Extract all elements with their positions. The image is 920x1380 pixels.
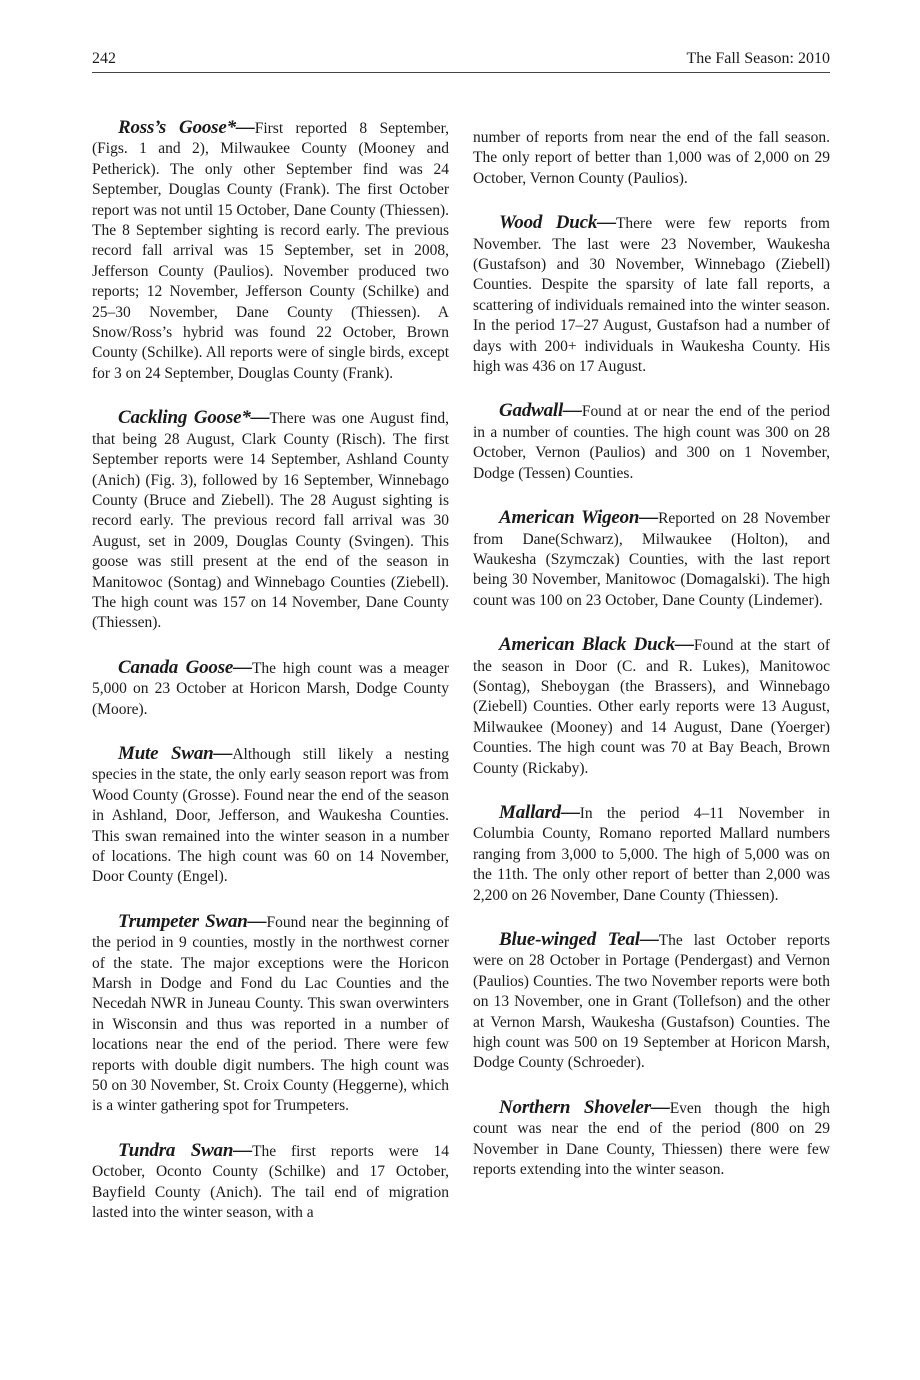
tundra-swan-continuation: number of reports from near the end of the fall season. The only report of better than 1,000 was of 2,000 on 29 October, Vernon County (Paulios). — [473, 129, 830, 187]
species-account-american-black-duck — [473, 635, 830, 779]
species-name: Mute Swan— — [118, 742, 233, 764]
running-title: The Fall Season: 2010 — [686, 50, 830, 67]
species-name: Canada Goose— — [118, 656, 252, 678]
species-account-blue-winged-teal — [473, 930, 830, 1074]
species-account-wood-duck — [473, 213, 830, 377]
species-name: Gadwall— — [499, 400, 582, 422]
species-account-trumpeter-swan — [92, 912, 449, 1117]
species-account-mallard — [473, 803, 830, 906]
right-column — [473, 128, 830, 1204]
species-name: Tundra Swan— — [118, 1139, 253, 1161]
species-name: Ross’s Goose*— — [118, 117, 255, 138]
page-number: 242 — [92, 50, 116, 67]
left-column — [92, 118, 449, 1248]
account-text: In the period 4–11 November in Columbia County, Romano reported Mallard numbers ranging from 3,000 to 5,000. The high of 5,000 was on the 11th. The only other report of better than 2,000 was 2,200 on 26 November, Dane County (Thiessen). — [473, 804, 830, 904]
account-text: Found near the beginning of the period in 9 counties, mostly in the northwest corner of the state. The major exceptions were the Horicon Marsh in Dodge and Fond du Lac Counties and the Necedah NWR in Juneau County. This swan overwinters in Wisconsin and thus was reported in a number of locations near the end of the period. There were few reports with double digit numbers. The high count was 50 on 30 November, St. Croix County (Heggerne), which is a winter gathering spot for Trumpeters. — [92, 913, 449, 1115]
species-name: Trumpeter Swan— — [118, 910, 267, 932]
species-name: American Wigeon— — [499, 507, 659, 529]
account-text: The last October reports were on 28 October in Portage (Pendergast) and Vernon (Paulios) Counties. The two November reports were both on 13 November, one in Grant (Tollefson) and the other at Vernon Marsh, Waukesha (Gustafson) Counties. The high count was 500 on 19 September at Horicon Marsh, Dodge County (Schroeder). — [473, 932, 830, 1072]
species-name: Cackling Goose*— — [118, 407, 270, 429]
account-text: Found at the start of the season in Door (C. and R. Lukes), Manitowoc (Sontag), Sheboygan (the Brassers), and Winnebago (Ziebell) Counties. Other early reports were 13 August, Milwaukee (Mooney) and 14 August, Dane (Yoerger) Counties. The high count was 70 at Bay Beach, Brown County (Rickaby). — [473, 637, 830, 777]
account-text: There were few reports from November. The last were 23 November, Waukesha (Gustafson) and 30 November, Winnebago (Ziebell) Counties. Despite the sparsity of late fall reports, a scattering of individuals remained into the winter season. In the period 17–27 August, Gustafson had a number of days with 200+ individuals in Waukesha County. His high was 436 on 17 August. — [473, 215, 830, 376]
account-text: The high count was a meager 5,000 on 23 October at Horicon Marsh, Dodge County (Moore). — [92, 659, 449, 718]
species-account-rosss-goose — [92, 118, 449, 384]
account-text: First reported 8 September, (Figs. 1 and 2), Milwaukee County (Mooney and Petherick). The only other September find was 24 September, Douglas County (Frank). The first October report was not until 15 October, Dane County (Thiessen). The 8 September sighting is record early. The previous record fall arrival was 15 September, set in 2008, Jefferson County (Paulios). November produced two reports; 12 November, Jefferson County (Schilke) and 25–30 November, Dane County (Thiessen). A Snow/Ross’s hybrid was found 22 October, Brown County (Schilke). All reports were of single birds, except for 3 on 24 September, Douglas County (Frank). — [92, 120, 449, 382]
account-text: Reported on 28 November from Dane(Schwarz), Milwaukee (Holton), and Waukesha (Szymczak) Counties, with the last report being 30 November, Manitowoc (Domagalski). The high count was 100 on 23 October, Dane County (Lindemer). — [473, 510, 830, 609]
species-account-gadwall — [473, 401, 830, 484]
species-name: Wood Duck— — [499, 212, 616, 234]
species-account-canada-goose — [92, 658, 449, 720]
species-account-american-wigeon — [473, 508, 830, 611]
species-name: Blue-winged Teal— — [499, 929, 659, 950]
account-text: The first reports were 14 October, Oconto County (Schilke) and 17 October, Bayfield County (Anich). The tail end of migration lasted into the winter season, with a — [92, 1142, 449, 1222]
species-account-tundra-swan — [92, 1141, 449, 1224]
account-text: Found at or near the end of the period in a number of counties. The high count was 300 on 28 October, Vernon (Paulios) and 300 on 1 November, Dodge (Tessen) Counties. — [473, 403, 830, 482]
species-account-cackling-goose — [92, 408, 449, 633]
account-text: There was one August find, that being 28 August, Clark County (Risch). The first September reports were 14 September, Ashland County (Anich) (Fig. 3), followed by 16 September, Winnebago County (Bruce and Ziebell). The 28 August sighting is record early. The previous record fall arrival was 30 August, set in 2009, Douglas County (Svingen). This goose was still present at the end of the season in Manitowoc (Sontag) and Winnebago Counties (Ziebell). The high count was 157 on 14 November, Dane County (Thiessen). — [92, 410, 449, 632]
page-header — [92, 50, 830, 73]
account-text: Even though the high count was near the end of the period (800 on 29 November in Dane County, Thiessen) there were few reports extending into the winter season. — [473, 1099, 830, 1179]
species-name: Mallard— — [499, 801, 580, 823]
species-account-northern-shoveler — [473, 1098, 830, 1181]
species-name: Northern Shoveler— — [499, 1096, 670, 1118]
species-account-mute-swan — [92, 744, 449, 888]
species-name: American Black Duck— — [499, 634, 694, 656]
account-text: Although still likely a nesting species in the state, the only early season report was from Wood County (Grosse). Found near the end of the season in Ashland, Door, Jefferson, and Waukesha Counties. This swan remained into the winter season in a number of locations. The high count was 60 on 14 November, Door County (Engel). — [92, 745, 449, 886]
